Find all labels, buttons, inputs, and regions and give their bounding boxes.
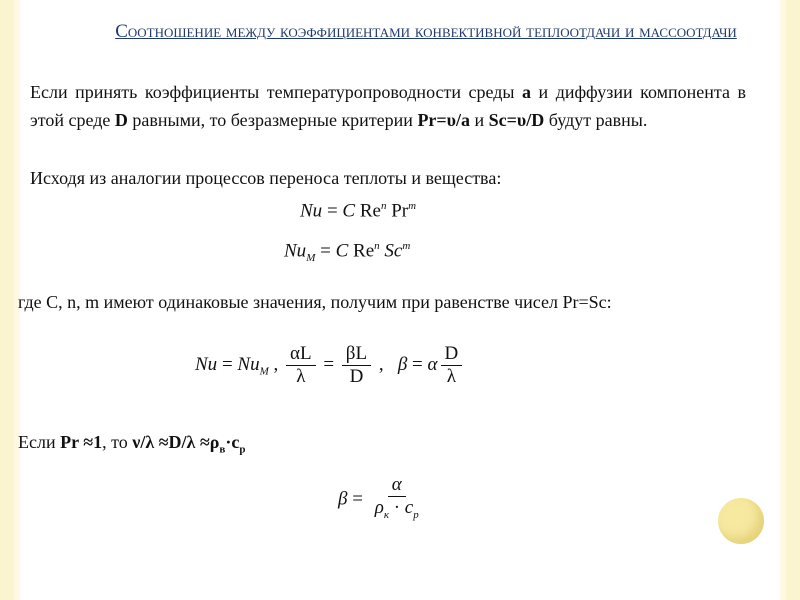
p4-pr: Pr ≈1 bbox=[60, 432, 103, 452]
paragraph-equal-values: где С, n, m имеют одинаковые значения, получим при равенстве чисел Pr=Sc: bbox=[18, 292, 612, 312]
f3-comma1: , bbox=[268, 353, 279, 375]
f3-frac2-den: D bbox=[349, 366, 364, 387]
f2-lhs: Nu bbox=[284, 240, 307, 262]
f3-eq1: = bbox=[217, 353, 238, 375]
p1-text-5: будут равны. bbox=[544, 110, 648, 130]
f1-pr: Pr bbox=[386, 200, 409, 222]
f2-C: C bbox=[335, 240, 349, 262]
formula-equality bbox=[195, 343, 465, 388]
f4-den-c: c bbox=[404, 497, 414, 518]
f3-sub: M bbox=[259, 365, 269, 378]
p4-sub-b: в bbox=[219, 443, 226, 456]
paragraph-intro bbox=[30, 78, 746, 134]
decor-stripe-right-inner bbox=[780, 0, 786, 600]
f4-num-alpha: α bbox=[391, 474, 402, 495]
f3-frac3-num: D bbox=[441, 343, 463, 366]
formula-num bbox=[284, 240, 410, 264]
slide-title: Соотношение между коэффициентами конвективной теплоотдачи и массоотдачи bbox=[115, 21, 737, 42]
f3-frac2-num: βL bbox=[342, 343, 371, 366]
f3-frac3-den: λ bbox=[446, 366, 456, 387]
f1-re: Re bbox=[355, 200, 381, 222]
p4-sub-p: p bbox=[239, 443, 246, 456]
f4-den-k: к bbox=[383, 508, 389, 521]
f3-frac1-num: αL bbox=[286, 343, 316, 366]
f3-eq2: = bbox=[318, 353, 339, 375]
f3-eq3: = bbox=[407, 353, 428, 375]
f2-m: m bbox=[402, 240, 411, 252]
formula-nu bbox=[300, 200, 416, 222]
p1-pr: Pr=υ/a bbox=[417, 110, 471, 130]
p4-dot-c: ·c bbox=[225, 432, 240, 452]
fraction-alpha-rho-c bbox=[371, 474, 423, 526]
f3-beta: β bbox=[397, 353, 408, 375]
f4-eq: = bbox=[347, 488, 368, 510]
p4-text-2: , то bbox=[102, 432, 133, 452]
f1-m: m bbox=[408, 200, 417, 212]
p1-sc: Sc=υ/D bbox=[488, 110, 545, 130]
f4-num bbox=[388, 474, 406, 497]
paragraph-condition bbox=[18, 428, 418, 464]
f4-beta: β bbox=[338, 488, 348, 510]
f4-den-rho: ρ bbox=[374, 497, 384, 518]
p4-text-1: Если bbox=[18, 432, 61, 452]
f1-eq: = bbox=[322, 200, 343, 222]
f1-n: n bbox=[380, 200, 387, 212]
f2-eq: = bbox=[315, 240, 336, 262]
f1-C: C bbox=[342, 200, 356, 222]
f3-frac1-den: λ bbox=[296, 366, 306, 387]
f4-den-dot: · bbox=[388, 497, 405, 518]
p1-text-2: и диффузии компонента в этой среде bbox=[30, 82, 746, 130]
f2-sub: M bbox=[306, 252, 316, 265]
f2-n: n bbox=[374, 240, 380, 252]
p4-rel: ν/λ ≈D/λ ≈ρ bbox=[132, 432, 220, 452]
f4-den bbox=[371, 497, 423, 526]
f3-a2: Nu bbox=[237, 353, 260, 375]
f3-comma2: , bbox=[374, 353, 384, 375]
fraction-d-lambda bbox=[441, 343, 463, 388]
p1-a: a bbox=[522, 82, 532, 102]
p1-D: D bbox=[114, 110, 128, 130]
p1-text-1: Если принять коэффициенты температуропроводности среды bbox=[30, 82, 523, 102]
fraction-alpha-l-lambda bbox=[286, 343, 316, 388]
decor-circle bbox=[718, 498, 764, 544]
formula-beta bbox=[338, 474, 426, 526]
decor-stripe-right bbox=[786, 0, 800, 600]
f1-lhs: Nu bbox=[300, 200, 323, 222]
f4-den-p: p bbox=[413, 508, 419, 521]
f3-alpha: α bbox=[427, 353, 438, 375]
f3-a1: Nu bbox=[195, 353, 218, 375]
paragraph-analogy: Исходя из аналогии процессов переноса теплоты и вещества: bbox=[30, 168, 502, 188]
decor-stripe-left bbox=[0, 0, 14, 600]
p1-text-4: и bbox=[470, 110, 489, 130]
p1-text-3: равными, то безразмерные критерии bbox=[127, 110, 418, 130]
fraction-beta-l-d bbox=[342, 343, 371, 388]
f2-re: Re bbox=[348, 240, 375, 262]
f2-sc: Sc bbox=[379, 240, 403, 262]
